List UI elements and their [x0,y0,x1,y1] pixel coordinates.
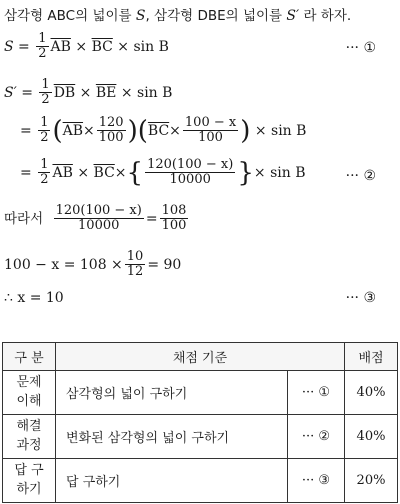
row-score: 20% [345,459,398,503]
eq6-den: 12 [126,264,144,280]
eq2-be: $\overline{BE}$ [95,84,117,101]
header-score: 배점 [345,343,398,371]
eq3-paren-open-1: ( [52,115,63,146]
equation-2: S′ = $\frac{1}{2}$ $\overline{DB} \times \overline{BE} \times \sin B$ [4,77,173,108]
eq4-bc: $\overline{BC}$ [93,164,115,181]
eq4-ratio-den: 10000 [169,172,211,188]
row-criterion: 답 구하기 [56,459,288,503]
eq3-ratio-2-den: 100 [198,130,223,146]
row-label-line-1: 문제 [16,374,42,390]
row-mark: ··· ③ [288,459,345,503]
eq4-ratio-num: 120(100 − x) [147,157,234,172]
eq1-sinb: sin B [133,38,169,55]
eq2-half-den: 2 [41,92,50,108]
eq5-lhs-num: 120(100 − x) [55,203,142,218]
eq4-sinb: sin B [270,164,306,181]
eq7-text: ∴ x = 10 [4,290,64,306]
eq3-ratio-2-num: 100 − x [184,115,237,130]
equation-6 [4,250,181,280]
eq2-db: $\overline{DB}$ [53,84,76,101]
grading-table [2,342,398,503]
eq3-ratio-1-num: 120 [98,115,124,130]
eq3-paren-close-2: ) [240,115,251,146]
eq6-num: 10 [126,249,144,264]
equation-4: = $\frac{1}{2}$ $\overline{AB} \times \overline{BC}\times${ $\frac{120(100 - x)}{10000}$ }× sin B [20,157,306,188]
intro-line [4,4,351,24]
eq2-lhs: S′ [4,84,17,101]
row-criterion: 삼각형의 넓이 구하기 [56,371,288,415]
row-label [3,415,56,459]
row-label-line-2: 과정 [16,437,42,453]
row-label-line-2: 하기 [16,481,42,497]
eq4-mark: ··· ② [345,168,376,184]
eq3-half-num: 1 [40,115,49,130]
eq3-sinb: sin B [271,122,307,139]
eq5-lhs-den: 10000 [78,218,120,234]
eq3-paren-open-2: ( [137,115,148,146]
eq1-mark: ··· ① [345,40,376,56]
eq5-rhs-den: 100 [161,218,187,234]
eq6-frac [125,250,146,280]
row-criterion: 변화된 삼각형의 넓이 구하기 [56,415,288,459]
eq1-ab: $\overline{AB}$ [50,38,71,55]
intro-text-1: 삼각형 ABC의 넓이를 [4,8,136,24]
header-category: 구 분 [3,343,56,371]
intro-symbol-s-prime: S′ [286,8,300,24]
equation-7 [4,290,64,306]
eq7-mark: ··· ③ [345,290,376,306]
eq3-half [38,116,50,146]
table-row [3,371,398,415]
eq1-lhs: S [4,38,14,55]
eq4-half-den: 2 [40,172,49,188]
eq2-half-num: 1 [41,77,50,92]
row-score: 40% [345,415,398,459]
row-label [3,371,56,415]
eq1-half [36,32,48,62]
eq5-label: 따라서 [4,210,44,227]
eq3-ab: $\overline{AB}$ [62,122,84,139]
eq6-rhs: = 90 [147,256,182,273]
intro-symbol-s: S [135,8,146,24]
eq3-ratio-1-den: 100 [98,130,124,146]
eq3-paren-close-1: ) [127,115,138,146]
eq2-half [39,78,51,108]
eq4-brace-close: } [237,157,254,188]
row-label-line-1: 답 구 [14,462,44,478]
row-mark: ··· ② [288,415,345,459]
eq2-sinb: sin B [137,84,173,101]
table-row [3,415,398,459]
eq6-lhs: 100 − x = 108 × [4,256,123,273]
row-label-line-1: 해결 [16,418,42,434]
header-criteria: 채점 기준 [56,343,345,371]
eq5-rhs-num: 108 [161,203,187,218]
row-label [3,459,56,503]
eq4-ab: $\overline{AB}$ [52,164,73,181]
table-row [3,459,398,503]
eq3-ratio-2 [183,116,238,146]
intro-text-2: , 삼각형 DBE의 넓이를 [145,8,287,24]
eq5-lhs-frac [54,204,144,234]
eq3-half-den: 2 [40,130,49,146]
row-label-line-2: 이해 [16,393,42,409]
equation-5: 따라서 $\frac{120(100 - x)}{10000}$ = $\frac{108}{100}$ [4,203,187,234]
eq4-half-num: 1 [40,157,49,172]
eq4-brace-open: { [126,157,144,188]
equation-3: = $\frac{1}{2}$ ($\overline{AB}\times$ $\frac{120}{100}$ )($\overline{BC}\times$ $\frac{100 - x}{100}$ ) × sin B [20,115,307,146]
equation-1: S = $\frac{1}{2}$ $\overline{AB} \times \overline{BC} \times \sin B$ [4,31,169,62]
eq1-half-num: 1 [38,31,47,46]
eq1-bc: $\overline{BC}$ [91,38,113,55]
eq3-bc: $\overline{BC}$ [147,122,170,139]
eq1-half-den: 2 [38,46,47,62]
eq4-half [38,158,50,188]
eq5-rhs-frac [160,204,189,234]
intro-text-3: 라 하자. [299,8,352,24]
eq3-ratio-1 [97,116,126,146]
table-header-row [3,343,398,371]
row-score: 40% [345,371,398,415]
row-mark: ··· ① [288,371,345,415]
eq4-ratio [145,158,235,188]
